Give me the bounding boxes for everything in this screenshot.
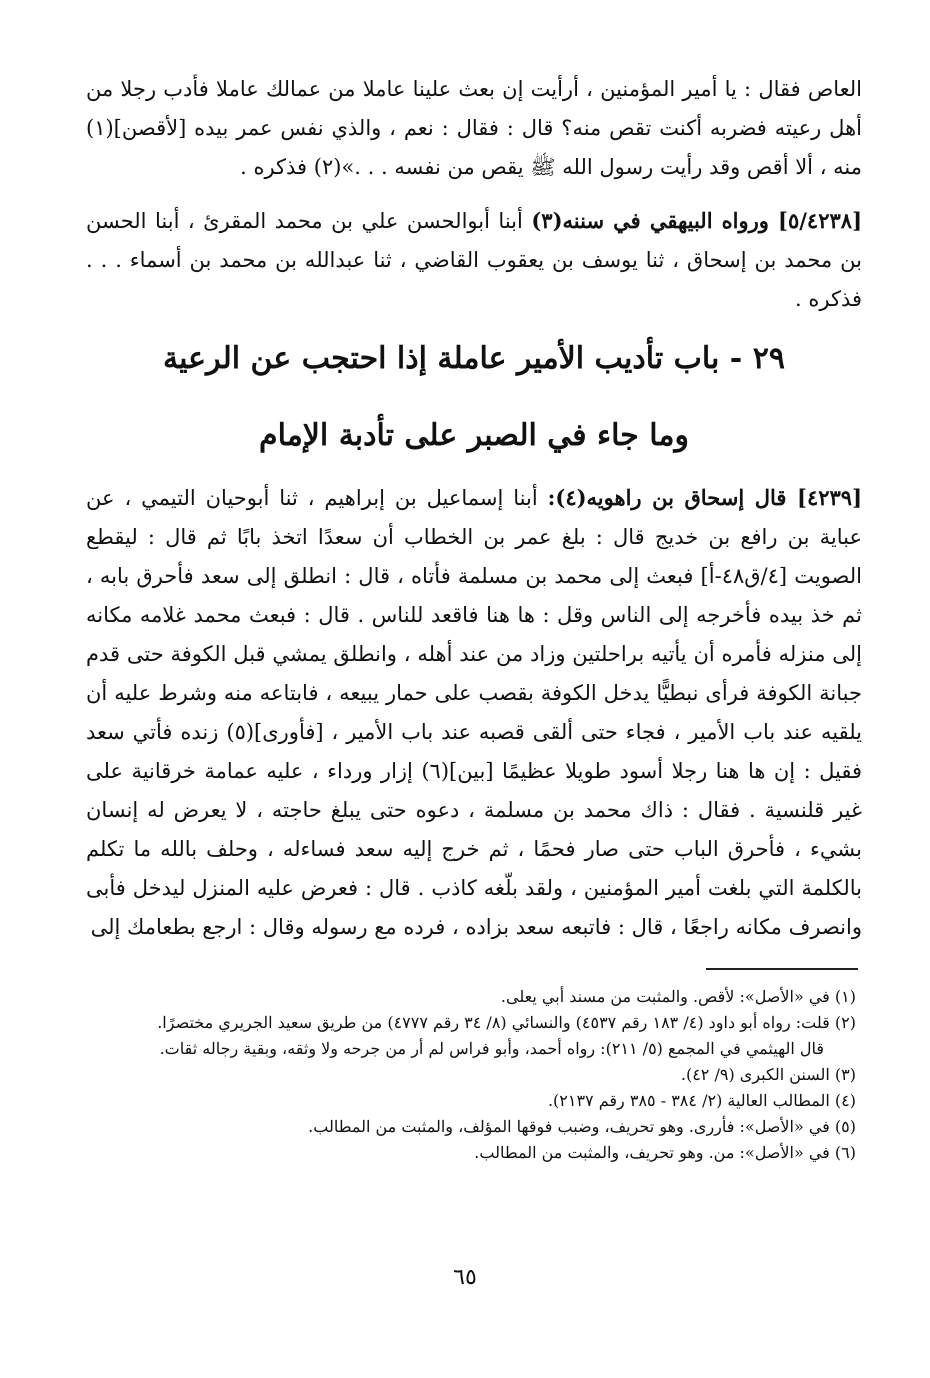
footnote-separator [706,968,858,970]
footnotes [86,984,862,1166]
paragraph-ishaq [86,478,862,947]
page-number: ٦٥ [453,1265,477,1290]
footnote-1: (١) في «الأصل»: لأقص. والمثبت من مسند أبي يعلى. [500,987,856,1006]
paragraph-text: أبنا أبوالحسن علي بن محمد المقرئ ، أبنا الحسن بن محمد بن إسحاق ، ثنا يوسف بن يعقوب القاضي ، ثنا عبدالله بن محمد بن أسماء . . . فذكره . [86,209,862,311]
chapter-heading-line-1: ٢٩ - باب تأديب الأمير عاملة إذا احتجب عن الرعية [163,341,785,376]
hadith-reference: [٥/٤٢٣٨] ورواه البيهقي في سننه(٣) [531,208,862,233]
paragraph-continuation [86,70,862,187]
footnote-5: (٥) في «الأصل»: فأررى. وهو تحريف، وضبب فوقها المؤلف، والمثبت من المطالب. [308,1117,856,1136]
chapter-heading-line-2: وما جاء في الصبر على تأدبة الإمام [259,418,689,453]
footnote-6: (٦) في «الأصل»: من. وهو تحريف، والمثبت من المطالب. [474,1143,856,1162]
paragraph-bayhaqi [86,201,862,319]
footnote-2-continuation: قال الهيثمي في المجمع (٥/ ٢١١): رواه أحمد، وأبو فراس لم أر من جرحه ولا وثقه، وبقية رجاله ثقات. [159,1039,824,1058]
footnote-4: (٤) المطالب العالية (٢/ ٣٨٤ - ٣٨٥ رقم ٢١٣٧). [547,1091,856,1110]
paragraph-text: أبنا إسماعيل بن إبراهيم ، ثنا أبوحيان التيمي ، عن عباية بن رافع بن خديج قال : بلغ عمر بن الخطاب أن سعدًا اتخذ بابًا ثم قال : ليقطع الصويت [٤/ق٤٨-أ] فبعث إلى محمد بن مسلمة فأتاه ، قال : انطلق إلى سعد فأحرق بابه ، ثم خذ بيده فأخرجه إلى الناس وقل : ها هنا فاقعد للناس . قال : فبعث محمد غلامه مكانه إلى منزله فأمره أن يأتيه براحلتين وزاد من عند أهله ، وانطلق يمشي قبل الكوفة حتى قدم جبانة الكوفة فرأى نبطيًّا يدخل الكوفة بقصب على حمار يبيعه ، فابتاعه منه وشرط عليه أن يلقيه عند باب الأمير ، فجاء حتى ألقى قصبه عند باب الأمير ، [فأورى](٥) زنده فأتي سعد فقيل : إن ها هنا رجلا أسود طويلا عظيمًا [بين](٦) إزار ورداء ، عليه عمامة خرقانية على غير قلنسية . فقال : ذاك محمد بن مسلمة ، دعوه حتى يبلغ حاجته ، لا يعرض له إنسان بشيء ، فأحرق الباب حتى صار فحمًا ، ثم خرج إليه سعد فساءله ، وحلف بالله ما تكلم بالكلمة التي بلغت أمير المؤمنين ، ولقد بلّغه كاذب . قال : فعرض عليه المنزل ليدخل فأبى وانصرف مكانه راجعًا ، قال : فاتبعه سعد بزاده ، فرده مع رسوله وقال : ارجع بطعامك إلى [86,486,863,939]
footnote-2: (٢) قلت: رواه أبو داود (٤/ ١٨٣ رقم ٤٥٣٧) والنسائي (٨/ ٣٤ رقم ٤٧٧٧) من طريق سعيد الجريري مختصرًا. [157,1013,856,1032]
footnote-3: (٣) السنن الكبرى (٩/ ٤٢). [680,1065,856,1084]
hadith-reference: [٤٢٣٩] قال إسحاق بن راهويه(٤): [547,485,862,510]
paragraph-text: العاص فقال : يا أمير المؤمنين ، أرأيت إن بعث علينا عاملا من عمالك عاملا فأدب رجلا من أهل رعيته فضربه أكنت تقص منه؟ قال : فقال : نعم ، والذي نفس عمر بيده [لأقصن](١) منه ، ألا أقص وقد رأيت رسول الله ﷺ يقص من نفسه . . .»(٢) فذكره . [86,77,862,179]
